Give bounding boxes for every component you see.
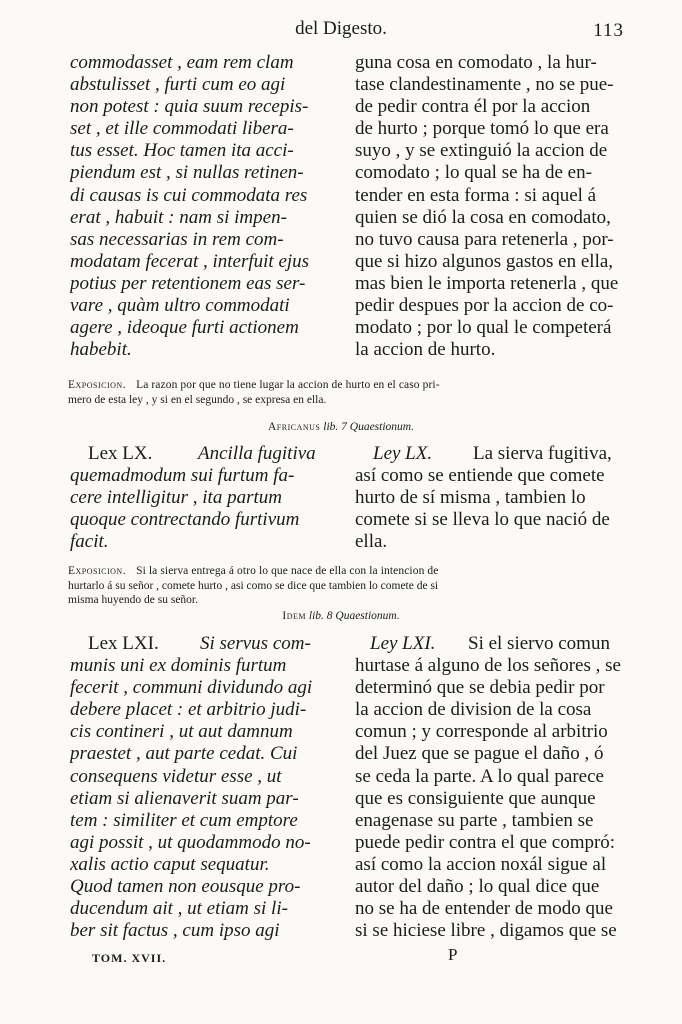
text-line: consequens videtur esse , ut bbox=[70, 765, 282, 787]
text-line: xalis actio caput sequatur. bbox=[70, 853, 270, 875]
text-line: se ceda la parte. A lo qual parece bbox=[355, 765, 604, 787]
text-line: comodato ; lo qual se ha de en- bbox=[355, 162, 592, 184]
exposicion-line bbox=[68, 393, 630, 408]
text-line: set , et ille commodati libera- bbox=[70, 118, 294, 140]
text-line: piendum est , si nullas retinen- bbox=[70, 162, 304, 184]
text-line: potius per retentionem eas ser- bbox=[70, 272, 306, 294]
text-line: Ancilla fugitiva bbox=[198, 443, 316, 464]
text-line: abstulisset , furti cum eo agi bbox=[70, 74, 286, 96]
source-author: Africanus bbox=[268, 421, 321, 433]
text-line: vare , quàm ultro commodati bbox=[70, 295, 290, 317]
exposicion-line bbox=[68, 593, 630, 608]
text-line: commodasset , eam rem clam bbox=[70, 52, 294, 73]
text-line: modato ; por lo qual le competerá bbox=[355, 317, 612, 339]
latin-heading-block3: Lex LXI. bbox=[88, 633, 159, 654]
text-line: fecerit , communi dividundo agi bbox=[70, 677, 313, 699]
latin-column-block3 bbox=[70, 633, 334, 942]
text-line: habebit. bbox=[70, 339, 132, 361]
text-line: no tuvo causa para retenerla , por- bbox=[355, 228, 614, 250]
spanish-column-block1 bbox=[355, 52, 625, 361]
exposicion-text: hurtarlo á su señor , comete hurto , asi como se dice que tambien lo comete de si bbox=[68, 579, 439, 592]
exposicion-lines bbox=[68, 564, 630, 608]
text-line: Si servus com- bbox=[200, 633, 311, 654]
exposicion-line bbox=[68, 378, 630, 393]
text-line: cis contineri , ut aut damnum bbox=[70, 721, 293, 743]
text-line: enagenase su parte , tambien se bbox=[355, 809, 594, 831]
text-line: cere intelligitur , ita partum bbox=[70, 487, 282, 509]
text-line: etiam si alienaverit suam par- bbox=[70, 787, 299, 809]
text-line: de pedir contra él por la accion bbox=[355, 96, 591, 118]
text-line: de hurto ; porque tomó lo que era bbox=[355, 118, 609, 140]
text-line: mas bien le importa retenerla , que bbox=[355, 272, 619, 294]
source-citation-block2 bbox=[0, 421, 682, 433]
text-line: del Juez que se pague el daño , ó bbox=[355, 743, 604, 765]
text-line: la accion de hurto. bbox=[355, 339, 496, 361]
text-line: agi possit , ut quodammodo no- bbox=[70, 831, 311, 853]
text-line: debere placet : et arbitrio judi- bbox=[70, 699, 307, 721]
text-line: agere , ideoque furti actionem bbox=[70, 317, 299, 339]
text-line: que es consiguiente que aunque bbox=[355, 787, 596, 809]
signature-mark: P bbox=[448, 945, 458, 964]
latin-heading-block2: Lex LX. bbox=[88, 443, 153, 464]
text-line: hurtase á alguno de los señores , se bbox=[355, 655, 621, 677]
text-line: comete si se lleva lo que nació de bbox=[355, 509, 610, 531]
text-line: erat , habuit : nam si impen- bbox=[70, 206, 287, 228]
text-line: tem : similiter et cum emptore bbox=[70, 809, 298, 831]
text-line: quoque contrectando furtivum bbox=[70, 509, 300, 531]
text-line: tase clandestinamente , no se pue- bbox=[355, 74, 614, 96]
text-line: hurto de sí misma , tambien lo bbox=[355, 487, 586, 509]
exposicion-label: Exposicion. bbox=[68, 565, 127, 577]
text-line: praestet , aut parte cedat. Cui bbox=[70, 743, 298, 765]
text-line: que si hizo algunos gastos en ella, bbox=[355, 250, 614, 272]
exposicion-line bbox=[68, 579, 630, 594]
spanish-heading-block2: Ley LX. bbox=[373, 443, 433, 464]
text-line: así como se entiende que comete bbox=[355, 465, 605, 487]
source-work: lib. 7 Quaestionum. bbox=[323, 421, 414, 433]
text-line: así como la accion noxál sigue al bbox=[355, 853, 607, 875]
exposicion-text: misma huyendo de su señor. bbox=[68, 594, 198, 607]
exposicion-label: Exposicion. bbox=[68, 379, 127, 391]
volume-label: TOM. XVII. bbox=[92, 951, 167, 965]
text-line: La sierva fugitiva, bbox=[473, 443, 612, 464]
text-line: comun ; y corresponde al arbitrio bbox=[355, 721, 608, 743]
text-line: ber sit factus , cum ipso agi bbox=[70, 920, 280, 942]
text-line: tus esset. Hoc tamen ita acci- bbox=[70, 140, 294, 162]
latin-column-block1 bbox=[70, 52, 334, 361]
text-line: sas necessarias in rem com- bbox=[70, 228, 284, 250]
running-head: del Digesto. bbox=[295, 18, 387, 39]
source-author: Idem bbox=[282, 610, 306, 622]
text-line: Si el siervo comun bbox=[468, 633, 610, 654]
text-line: non potest : quia suum recepis- bbox=[70, 96, 309, 118]
exposicion-text: Si la sierva entrega á otro lo que nace de ella con la intencion de bbox=[136, 565, 439, 577]
text-line: determinó que se debia pedir por bbox=[355, 677, 605, 699]
text-line: facit. bbox=[70, 531, 109, 553]
text-line: ducendum ait , ut etiam si li- bbox=[70, 898, 288, 920]
text-line: guna cosa en comodato , la hur- bbox=[355, 52, 597, 73]
text-line: la accion de division de la cosa bbox=[355, 699, 592, 721]
exposicion-block2 bbox=[68, 564, 630, 608]
text-line: quemadmodum sui furtum fa- bbox=[70, 465, 295, 487]
source-work: lib. 8 Quaestionum. bbox=[308, 610, 400, 622]
text-line: autor del daño ; lo qual dice que bbox=[355, 876, 600, 898]
text-line: tender en esta forma : si aquel á bbox=[355, 184, 597, 206]
exposicion-text: La razon por que no tiene lugar la accion de hurto en el caso pri- bbox=[136, 379, 440, 391]
text-line: si se hiciese libre , digamos que se bbox=[355, 920, 617, 942]
page-number: 113 bbox=[593, 20, 624, 41]
text-line: di causas is cui commodata res bbox=[70, 184, 308, 206]
text-line: quien se dió la cosa en comodato, bbox=[355, 206, 611, 228]
spanish-column-block2 bbox=[355, 443, 623, 553]
text-line: suyo , y se extinguió la accion de bbox=[355, 140, 608, 162]
exposicion-block1 bbox=[68, 378, 630, 407]
text-line: puede pedir contra el que compró: bbox=[355, 831, 616, 853]
source-citation-block3 bbox=[0, 610, 682, 622]
text-line: pedir despues por la accion de co- bbox=[355, 295, 614, 317]
exposicion-line bbox=[68, 564, 630, 579]
text-line: ella. bbox=[355, 531, 388, 553]
exposicion-lines bbox=[68, 378, 630, 407]
spanish-column-block3 bbox=[355, 633, 623, 942]
text-line: Quod tamen non eousque pro- bbox=[70, 876, 301, 898]
text-line: modatam fecerat , interfuit ejus bbox=[70, 250, 310, 272]
exposicion-text: mero de esta ley , y si en el segundo , se expresa en ella. bbox=[68, 393, 327, 406]
latin-column-block2 bbox=[70, 443, 334, 553]
text-line: no se ha de entender de modo que bbox=[355, 898, 613, 920]
spanish-heading-block3: Ley LXI. bbox=[370, 633, 436, 654]
text-line: munis uni ex dominis furtum bbox=[70, 655, 287, 677]
